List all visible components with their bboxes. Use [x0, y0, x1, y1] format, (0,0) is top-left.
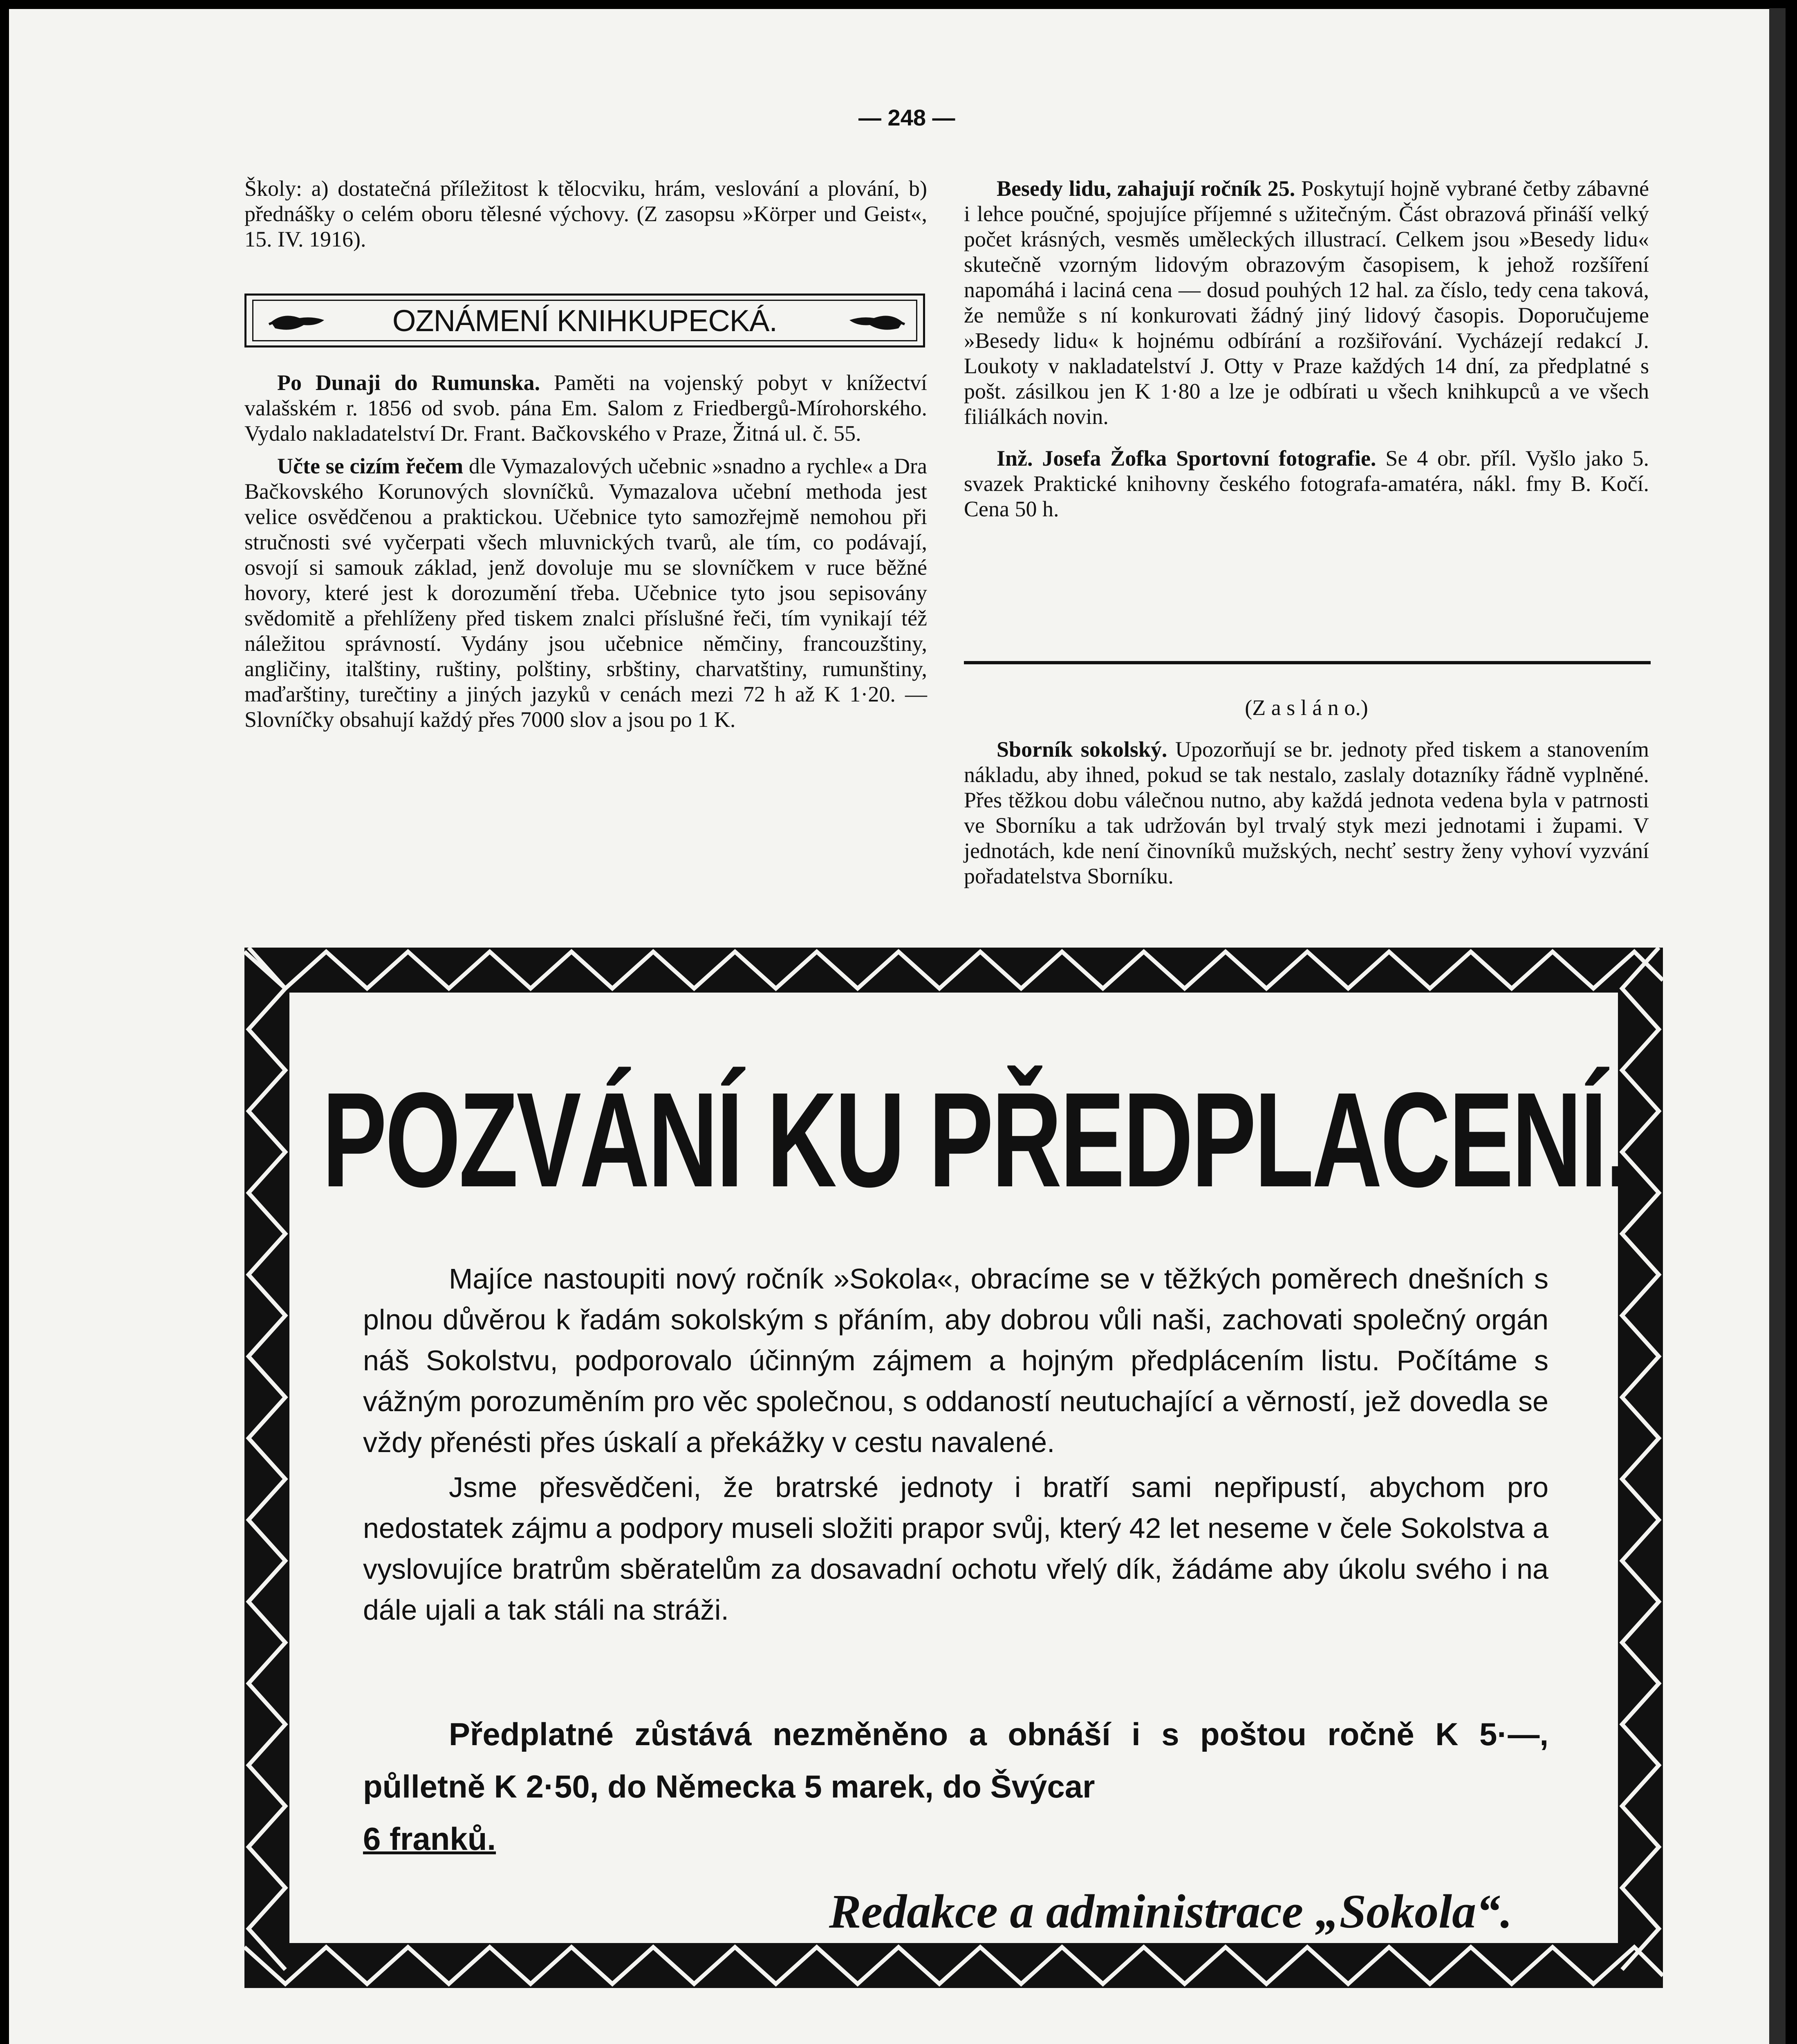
notice-body: Paměti na vojenský pobyt v knížectví valašském r. 1856 od svob. pána Em. Salom z Friedbergů-Mírohorského. Vydalo nakladatelství Dr. Frant. Bačkovského v Praze, Žitná ul. č. 55.	[244, 370, 927, 446]
notice-languages	[244, 453, 927, 732]
zaslano-section	[964, 695, 1649, 889]
notice-title: Učte se cizím řečem	[277, 454, 464, 478]
intro-paragraph: Školy: a) dostatečná příležitost k tělocviku, hrám, veslování a plování, b) přednášky o celém oboru tělesné výchovy. (Z zasopsu »Körper und Geist«, 15. IV. 1916).	[244, 176, 927, 251]
notice-body: Se 4 obr. příl. Vyšlo jako 5. svazek Praktické knihovny českého fotografa-amatéra, nákl. fmy B. Kočí. Cena 50 h.	[964, 446, 1649, 521]
subscription-advertisement	[244, 948, 1663, 1988]
notice-title: Po Dunaji do Rumunska.	[277, 370, 540, 395]
border-zigzag-left	[244, 948, 289, 1988]
ad-paragraph-1: Majíce nastoupiti nový ročník »Sokola«, obracíme se v těžkých poměrech dnešních s plnou důvěrou k řadám sokolským s přáním, aby dobrou vůli naši, zachovati společný orgán náš Sokolstvu, podporovalo účinným zájmem a hojným předplácením listu. Počítáme s vážným porozuměním pro věc společnou, s oddaností neutuchající a věrností, jež dovedla se vždy přenésti přes úskalí a překážky v cestu navalené.	[363, 1263, 1548, 1458]
left-column	[244, 176, 927, 252]
advertisement-inner	[289, 993, 1631, 1943]
notice-rumunsko	[244, 370, 927, 446]
notice-title: Sborník sokolský.	[997, 737, 1167, 762]
notice-foto	[964, 446, 1649, 522]
price-text: Předplatné zůstává nezměněno a obnáší i s poštou ročně K 5·—, půlletně K 2·50, do Německa 5 marek, do Švýcar	[363, 1716, 1548, 1804]
section-heading-box	[244, 294, 925, 347]
advertisement-body	[363, 1258, 1548, 1630]
notices-left	[244, 370, 927, 732]
publisher-signature: Redakce a administrace „Sokola“.	[829, 1885, 1512, 1938]
border-zigzag-bottom	[244, 1943, 1663, 1988]
notice-body: Upozorňují se br. jednoty před tiskem a stanovením nákladu, aby ihned, pokud se tak nestalo, zaslaly dotazníky řádně vyplněné. Přes těžkou dobu válečnou nutno, aby každá jednota vedena byla v patrnosti ve Sborníku a tak udržován byl trvalý styk mezi jednotami i župami. V jednotách, kde není činovníků mužských, nechť sestry ženy vyhoví vyzvání pořadatelstva Sborníku.	[964, 737, 1649, 888]
notice-title: Inž. Josefa Žofka Sportovní fotografie.	[997, 446, 1376, 471]
hand-ornament-icon	[267, 308, 328, 336]
notice-besedy	[964, 176, 1649, 429]
page-number: — 248 —	[858, 105, 955, 130]
notice-sbornik	[964, 737, 1649, 889]
notice-body: Poskytují hojně vybrané četby zábavné i lehce poučné, spojujíce příjemné s užitečným. Část obrazová přináší velký počet krásných, vesměs uměleckých illustrací. Celkem jsou »Besedy lidu« skutečně vzorným lidovým obrazovým časopisem, k jehož rozšíření napomáhá i laciná cena — dosud pouhých 12 hal. za číslo, tedy cena taková, že nemůže s ní konkurovati žádný jiný lidový časopis. Doporučujeme »Besedy lidu« k hojnému odbírání a rozšiřování. Vycházejí redakcí J. Loukoty v nakladatelství J. Otty v Praze každých 14 dní, za předplatné s pošt. zásilkou jen K 1·80 a lze je odbírati u všech knihkupců a ve všech filiálkách novin.	[964, 176, 1649, 429]
price-end: 6 franků.	[363, 1821, 496, 1857]
notice-body: dle Vymazalových učebnic »snadno a rychle« a Dra Bačkovského Korunových slovníčků. Vymazalova učební methoda jest velice osvědčenou a praktickou. Učebnice tyto samozřejmě nemohou při stručnosti své vyčerpati všech mluvnických tvarů, ale tím, co podávají, osvojí si samouk základ, jenž dovoluje mu se slovníčkem v ruce běžné hovory, které jest k dorozumění třeba. Učebnice tyto jsou sepisovány svědomitě a přehlíženy před tiskem znalci příslušné řeči, tím vynikají též náležitou správností. Vydány jsou učebnice němčiny, francouzštiny, angličiny, italštiny, ruštiny, polštiny, srbštiny, charvatštiny, rumunštiny, maďarštiny, turečtiny a jiných jazyků v cenách mezi 72 h až K 1·20. — Slovníčky obsahují každý přes 7000 slov a jsou po 1 K.	[244, 454, 927, 732]
notice-title: Besedy lidu, zahajují ročník 25.	[997, 176, 1295, 201]
hand-ornament-icon	[845, 308, 907, 336]
zaslano-heading: (Z a s l á n o.)	[1245, 695, 1368, 720]
scan-edge-strip	[1769, 8, 1786, 2044]
ad-paragraph-2: Jsme přesvědčeni, že bratrské jednoty i bratří sami nepřipustí, abychom pro nedostatek zájmu a podpory museli složiti prapor svůj, který 42 let neseme v čele Sokolstva a vyslovujíce bratrům sběratelům za dosavadní ochotu vřelý dík, žádáme aby úkolu svého i na dále ujali a tak stáli na stráži.	[363, 1471, 1548, 1626]
border-zigzag-top	[244, 948, 1663, 993]
subscription-price	[363, 1708, 1548, 1865]
column-divider-rule	[964, 661, 1651, 664]
right-column	[964, 176, 1649, 522]
section-heading: OZNÁMENÍ KNIHKUPECKÁ.	[392, 303, 778, 338]
advertisement-title: POZVÁNÍ KU PŘEDPLACENÍ.	[322, 1064, 1631, 1215]
